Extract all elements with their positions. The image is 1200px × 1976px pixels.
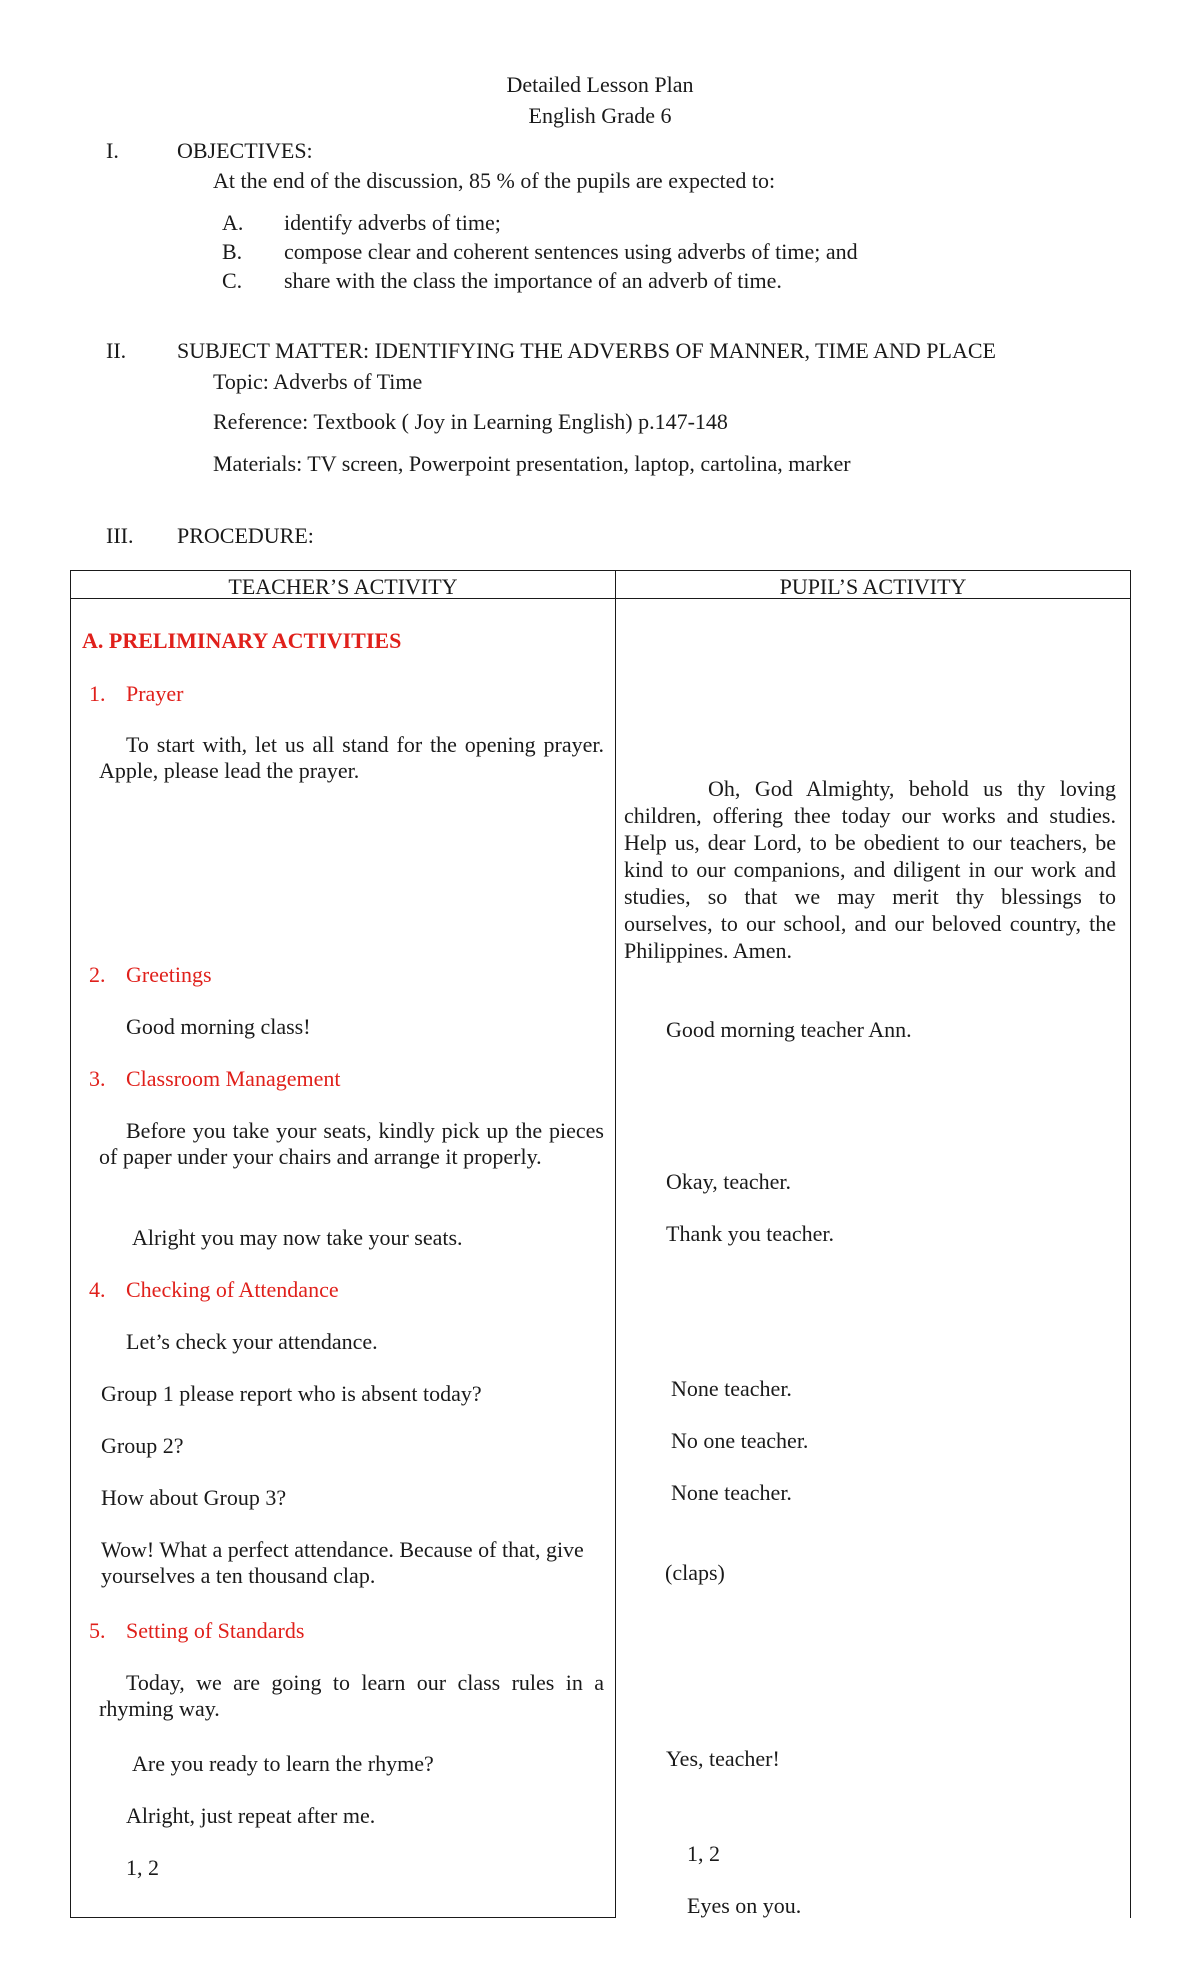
pupil-response: Thank you teacher. [666,1221,834,1246]
procedure-heading: PROCEDURE: [177,523,314,548]
step-label-checking-of-attendance: Checking of Attendance [126,1277,339,1302]
objective-letter: B. [222,239,243,264]
page-subtitle: English Grade 6 [528,103,672,128]
teacher-attendance-text: Let’s check your attendance. [126,1329,378,1354]
pupil-response: Eyes on you. [687,1893,802,1918]
column-header-pupil: PUPIL’S ACTIVITY [779,574,967,599]
teacher-attendance-text: Group 1 please report who is absent today? [101,1381,482,1406]
pupil-response: (claps) [665,1560,725,1585]
section-numeral-2: II. [106,338,127,363]
section-a-heading: A. PRELIMINARY ACTIVITIES [82,628,402,653]
table-column-divider [615,570,616,1918]
pupil-response: None teacher. [671,1376,792,1401]
subject-matter-heading: SUBJECT MATTER: IDENTIFYING THE ADVERBS OF MANNER, TIME AND PLACE [177,338,996,363]
pupil-prayer-text: Oh, God Almighty, behold us thy loving children, offering thee today our works and studies. Help us, dear Lord, to be obedient to our teachers, be kind to our companions, and diligent in our work and studies, so that we may merit thy blessings to ourselves, to our school, and our beloved country, the Philippines. Amen. [624,776,1116,963]
objective-text: compose clear and coherent sentences using adverbs of time; and [284,239,858,264]
step-label-classroom-management: Classroom Management [126,1066,341,1091]
table-top-border [70,570,1131,571]
teacher-attendance-text: Group 2? [101,1433,184,1458]
step-number: 3. [89,1066,106,1091]
teacher-standards-text: Alright, just repeat after me. [126,1803,376,1828]
objective-text: share with the class the importance of an adverb of time. [284,268,782,293]
teacher-attendance-text: Wow! What a perfect attendance. Because of that, give yourselves a ten thousand clap. [101,1537,584,1589]
pupil-response: None teacher. [671,1480,792,1505]
subject-materials: Materials: TV screen, Powerpoint presentation, laptop, cartolina, marker [213,451,851,476]
pupil-response: 1, 2 [687,1841,720,1866]
step-number: 5. [89,1618,106,1643]
step-label-prayer: Prayer [126,681,184,706]
section-numeral-1: I. [106,138,119,163]
table-left-border [70,570,71,1918]
table-bottom-border [70,1917,616,1918]
step-number: 4. [89,1277,106,1302]
table-right-border [1130,570,1131,1918]
teacher-standards-text: 1, 2 [126,1855,159,1880]
subject-topic: Topic: Adverbs of Time [213,369,423,394]
teacher-standards-text: Today, we are going to learn our class rules in a rhyming way. [99,1670,604,1722]
objective-letter: A. [222,210,244,235]
teacher-standards-text: Are you ready to learn the rhyme? [132,1751,434,1776]
teacher-management-text: Before you take your seats, kindly pick up the pieces of paper under your chairs and arrange it properly. [99,1118,604,1170]
step-label-setting-of-standards: Setting of Standards [126,1618,305,1643]
step-number: 1. [89,681,106,706]
column-header-teacher: TEACHER’S ACTIVITY [228,574,458,599]
pupil-response: Good morning teacher Ann. [666,1017,912,1042]
objectives-intro: At the end of the discussion, 85 % of the pupils are expected to: [213,168,776,193]
pupil-response: Okay, teacher. [666,1169,792,1194]
step-number: 2. [89,962,106,987]
objective-letter: C. [222,268,243,293]
pupil-response: Yes, teacher! [666,1746,780,1771]
section-numeral-3: III. [106,523,134,548]
objective-text: identify adverbs of time; [284,210,501,235]
step-label-greetings: Greetings [126,962,212,987]
teacher-attendance-text: How about Group 3? [101,1485,287,1510]
pupil-response: No one teacher. [671,1428,809,1453]
page-title: Detailed Lesson Plan [506,72,694,97]
teacher-prayer-text: To start with, let us all stand for the opening prayer. Apple, please lead the prayer. [99,732,604,784]
teacher-management-text: Alright you may now take your seats. [132,1225,463,1250]
objectives-heading: OBJECTIVES: [177,138,313,163]
subject-reference: Reference: Textbook ( Joy in Learning English) p.147-148 [213,409,728,434]
teacher-greeting: Good morning class! [126,1014,311,1039]
